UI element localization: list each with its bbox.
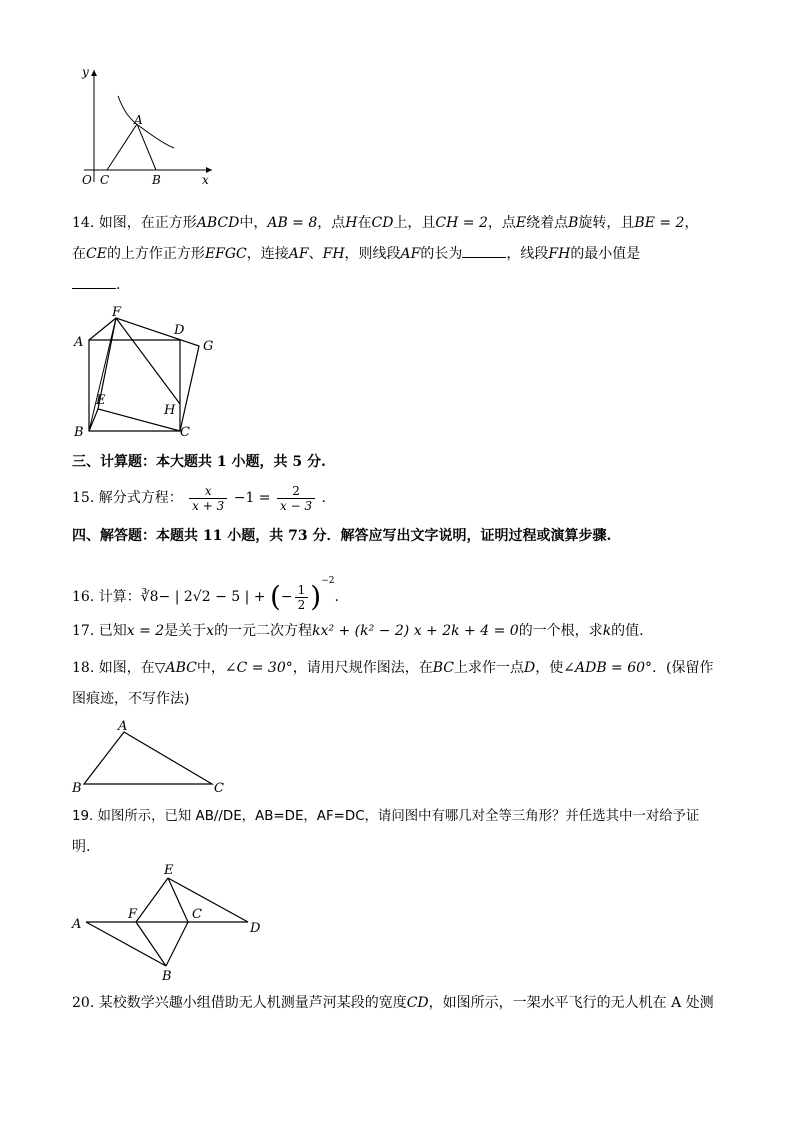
fig19-label-b: B (162, 969, 172, 984)
fig14-segment-fb (89, 318, 116, 431)
fig18-triangle (72, 718, 232, 796)
fig14-label-d: D (174, 323, 185, 338)
fig13-label-x: x (202, 173, 209, 187)
q14-blank-fh[interactable] (72, 276, 116, 289)
fig18-label-a: A (118, 719, 128, 734)
q19-line1: 19. 如图所示，已知 AB//DE，AB=DE，AF=DC，请问图中有哪几对全等三角形？并任选其中一对给予证 (72, 809, 700, 824)
fig13-graph (72, 62, 222, 190)
fig19-segment-fe (136, 878, 168, 922)
fig14-label-g: G (203, 339, 214, 354)
fig13-label-o: O (82, 173, 92, 187)
fig14-label-e: E (96, 393, 106, 408)
q14-line3: . (72, 276, 120, 294)
fig19-label-c: C (192, 907, 202, 922)
section-4-heading: 四、解答题：本题共 11 小题，共 73 分．解答应写出文字说明，证明过程或演算步骤. (72, 528, 612, 544)
fig18-label-b: B (72, 781, 82, 796)
fig18-triangle-abc (84, 732, 212, 784)
fig14-label-h: H (164, 403, 176, 418)
q20-line1: 20. 某校数学兴趣小组借助无人机测量芦河某段的宽度CD，如图所示，一架水平飞行的无人机在 A 处测 (72, 995, 714, 1011)
fig14-label-c: C (180, 425, 190, 440)
fig14-label-f: F (112, 305, 122, 320)
fig14-label-a: A (74, 335, 84, 350)
q15-frac-left: $\frac{x}{x + 3}$ (189, 484, 227, 513)
q15-line: 15. 解分式方程： $\frac{x}{x + 3}$ −1 = $\frac{2}{x - 3}$ . (72, 483, 326, 513)
fig19-segment-ce (168, 878, 188, 922)
q14-line1: 14. 如图，在正方形ABCD中，AB = 8，点H在CD上，且CH = 2，点E绕着点B旋转，且BE = 2， (72, 215, 699, 231)
fig19-segment-ab (86, 922, 166, 966)
fig14-label-b: B (74, 425, 84, 440)
q17-line: 17. 已知x = 2是关于x的一元二次方程kx² + (k² − 2) x + 2k + 4 = 0的一个根，求k的值. (72, 623, 644, 639)
fig13-segment-ca (107, 124, 137, 170)
q16-frac: $\frac{1}{2}$ (295, 583, 309, 612)
fig19-label-a: A (72, 917, 82, 932)
fig19-segment-fb (136, 922, 166, 966)
fig19-segment-de (168, 878, 248, 922)
fig13-label-b: B (152, 173, 161, 187)
fig13-label-c: C (100, 173, 110, 187)
fig18-label-c: C (214, 781, 224, 796)
q19-line2: 明. (72, 839, 91, 855)
q18-line2: 图痕迹，不写作法) (72, 691, 190, 707)
q16-line: 16. 计算：∛8− | 2√2 − 5 | + (− $\frac{1}{2}$ )$^{-2}$. (72, 576, 339, 613)
fig19-label-d: D (250, 921, 261, 936)
fig19-segment-cb (166, 922, 188, 966)
fig13-label-a: A (134, 113, 143, 127)
fig19-label-e: E (164, 863, 174, 878)
q14-line2: 在CE的上方作正方形EFGC，连接AF、FH，则线段AF的长为 ，线段FH的最小值是 (72, 246, 641, 262)
q14-blank-af[interactable] (462, 245, 506, 258)
fig19-triangles (70, 860, 270, 986)
fig14-segment-fh (116, 318, 180, 404)
section-3-heading: 三、计算题：本大题共 1 小题，共 5 分. (72, 454, 326, 470)
fig14-squares (72, 306, 222, 440)
fig13-label-y: y (82, 65, 89, 79)
q18-line1: 18. 如图，在▽ABC中，∠C = 30°，请用尺规作图法，在BC上求作一点D，使∠ADB = 60°．(保留作 (72, 660, 714, 676)
q15-frac-right: $\frac{2}{x - 3}$ (277, 484, 315, 513)
fig19-label-f: F (128, 907, 138, 922)
